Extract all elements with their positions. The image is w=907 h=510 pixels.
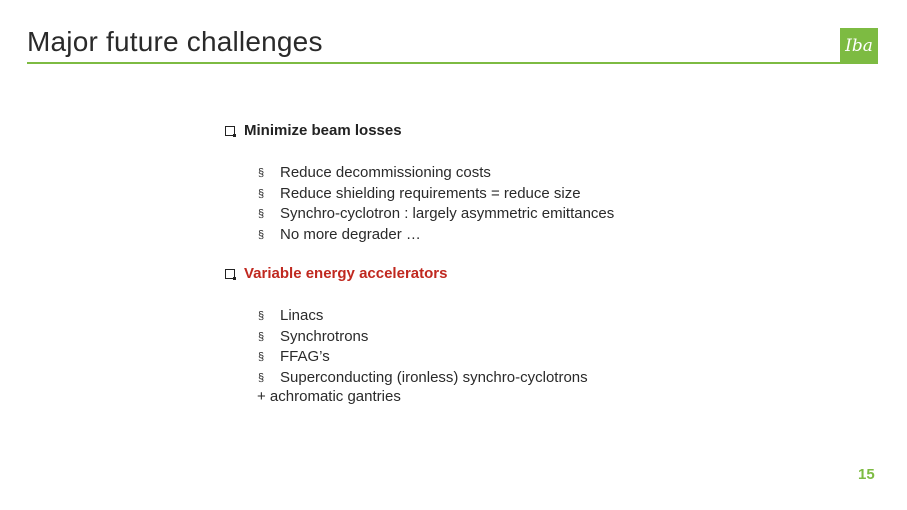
list-item: § FFAG’s — [258, 347, 588, 368]
list-item: § Synchro-cyclotron : largely asymmetric emittances — [258, 204, 614, 225]
extra-line: + achromatic gantries — [257, 388, 401, 405]
title-underline — [27, 62, 878, 64]
section-1-list — [258, 163, 614, 245]
checkbox-bullet-icon — [225, 126, 235, 136]
list-item: § Synchrotrons — [258, 327, 588, 348]
checkbox-bullet-icon — [225, 269, 235, 279]
section-heading: Variable energy accelerators — [244, 265, 448, 282]
square-bullet-icon: § — [258, 208, 265, 221]
section-2-list — [258, 306, 588, 388]
section-variable-energy-accelerators — [225, 265, 447, 282]
slide-title: Major future challenges — [27, 26, 323, 57]
section-heading: Minimize beam losses — [244, 122, 402, 139]
list-item: § Reduce shielding requirements = reduce size — [258, 184, 614, 205]
square-bullet-icon: § — [258, 187, 265, 200]
list-item: § Linacs — [258, 306, 588, 327]
square-bullet-icon: § — [258, 371, 265, 384]
section-minimize-beam-losses — [225, 122, 402, 139]
page-number: 15 — [858, 466, 875, 483]
square-bullet-icon: § — [258, 167, 265, 179]
list-item: § Superconducting (ironless) synchro-cyclotrons — [258, 368, 588, 389]
square-bullet-icon: § — [258, 330, 265, 343]
square-bullet-icon: § — [258, 310, 265, 322]
square-bullet-icon: § — [258, 351, 265, 364]
iba-logo: Iba — [840, 28, 878, 64]
square-bullet-icon: § — [258, 228, 265, 241]
list-item: § No more degrader … — [258, 225, 614, 246]
list-item: § Reduce decommissioning costs — [258, 163, 614, 184]
